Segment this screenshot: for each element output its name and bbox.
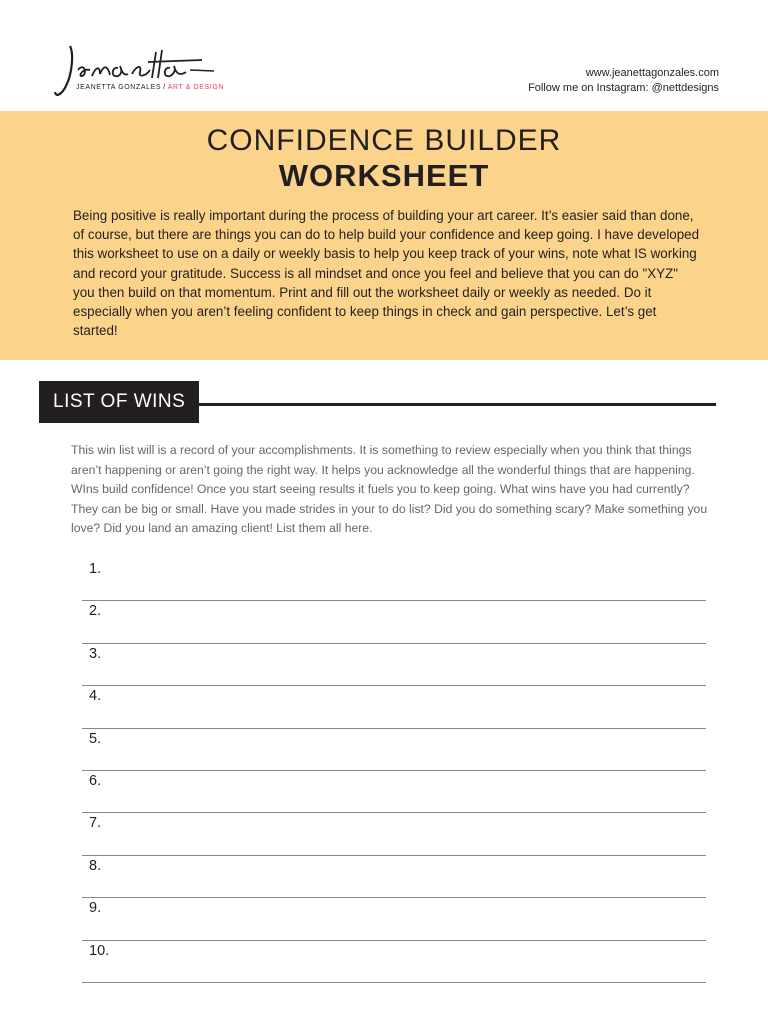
win-line-5[interactable] (82, 729, 706, 771)
win-number: 5. (89, 730, 102, 747)
contact-info (528, 66, 719, 96)
win-line-7[interactable] (82, 813, 706, 855)
logo-name: JEANETTA GONZALES (76, 84, 162, 91)
logo-art-design: ART & DESIGN (167, 84, 225, 91)
website-link[interactable]: www.jeanettagonzales.com (585, 67, 719, 79)
win-line-8[interactable] (82, 856, 706, 898)
win-line-4[interactable] (82, 686, 706, 728)
win-line-6[interactable] (82, 771, 706, 813)
section-divider (198, 403, 716, 406)
win-line-10[interactable] (82, 941, 706, 983)
section-description: This win list will is a record of your accomplishments. It is something to review especially when you think that things aren’t happening or aren’t going the right way. It helps you acknowledge all the wonderful things that are happening. WIns build confidence! Once you start seeing results it fuels you to keep going. What wins have you had currently? They can be big or small. Have you made strides in your to do list? Did you do something scary? Make something you love? Did you land an amazing client! List them all here. (71, 443, 708, 535)
section-title-text: LIST OF WINS (53, 391, 186, 412)
wins-list (82, 559, 706, 983)
logo-separator: / (163, 84, 166, 91)
page-subtitle: WORKSHEET (278, 158, 490, 193)
signature-logo-icon (52, 40, 225, 104)
section-title (39, 381, 199, 423)
instagram-text: Follow me on Instagram: @nettdesigns (528, 82, 719, 94)
win-number: 6. (89, 772, 102, 789)
intro-paragraph: Being positive is really important during the process of building your art career. It’s easier said than done, of course, but there are things you can do to help build your confidence and keep going. I have developed this worksheet to use on a daily or weekly basis to help you keep track of your wins, note what IS working and record your gratitude. Success is all mindset and once you feel and believe that you can do "XYZ" you then build on that momentum. Print and fill out the worksheet daily or weekly as needed. Do it especially when you aren’t feeling confident to keep things in check and gain perspective. Let’s get started! (73, 208, 700, 339)
page-title: CONFIDENCE BUILDER (206, 124, 562, 157)
win-line-1[interactable] (82, 559, 706, 601)
win-number: 3. (89, 645, 102, 662)
win-line-3[interactable] (82, 644, 706, 686)
win-number: 8. (89, 857, 102, 874)
win-number: 2. (89, 603, 102, 620)
win-line-2[interactable] (82, 601, 706, 643)
win-number: 10. (89, 942, 110, 959)
win-number: 1. (89, 561, 102, 577)
win-line-9[interactable] (82, 898, 706, 940)
logo-subtitle (76, 84, 224, 91)
brand-logo (52, 40, 225, 104)
win-number: 9. (89, 900, 102, 917)
win-number: 4. (89, 688, 102, 705)
win-number: 7. (89, 815, 102, 832)
